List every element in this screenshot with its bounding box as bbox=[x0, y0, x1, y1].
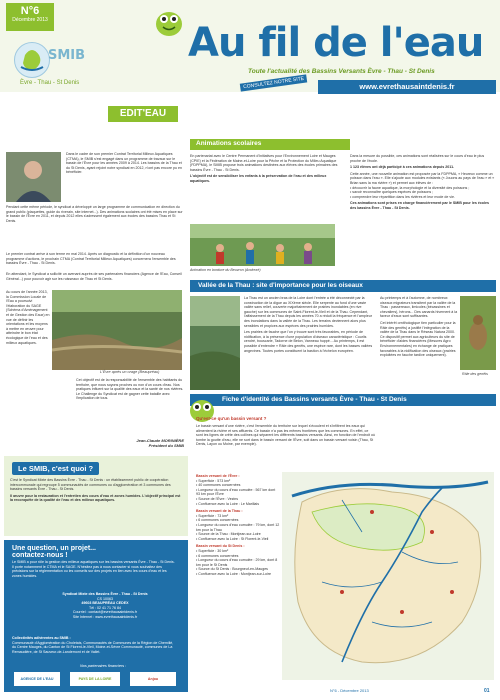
evre-fact-5: Confluence avec la Loire : Le Marillais bbox=[198, 501, 259, 506]
animations-bullet-2-text: savoir reconnaître quelques espèces de poissons ; bbox=[352, 190, 434, 195]
animations-text bbox=[190, 154, 342, 184]
partners-label: Nos partenaires financiers : bbox=[80, 664, 127, 668]
edito-title: EDIT'EAU bbox=[108, 106, 178, 122]
denis-fact: • 6 communes concernées bbox=[196, 553, 239, 558]
thau-fact-2: 6 communes concernées bbox=[198, 518, 239, 523]
consult-site-label: CONSULTEZ NOTRE SITE bbox=[240, 74, 308, 91]
evre-fact-3: Longueur du cours d'eau cumulée : 567 km dont 93 km pour l'Èvre bbox=[196, 487, 276, 497]
vallee-text-right bbox=[380, 296, 458, 358]
rale-des-genets-photo bbox=[460, 296, 496, 370]
issue-badge bbox=[6, 3, 54, 31]
vallee-text-2: Les prairies de fauche que l'on y trouve sont très favorables, en période de nidification, à la présence d'une population d'oiseaux caractéristique : Courlis cendré, bouscarle, Tadorne de Belon, Vanneau huppé... Au printemps, il est possible d'entendre « Râle des genêts, une espèce rare, dont les basses vallées angevines. Toutes portes constituent la bastion à l'échelon européen. bbox=[244, 330, 373, 353]
logo-name: SMIB bbox=[48, 48, 86, 63]
logo-subtitle: Èvre - Thau - St Denis bbox=[20, 80, 80, 86]
vallee-title: Vallée de la Thau : site d'importance pour les oiseaux bbox=[198, 282, 363, 289]
logo-drop-icon bbox=[14, 42, 50, 78]
website-link[interactable]: www.evrethausaintdenis.fr bbox=[318, 80, 496, 94]
edito-paragraph-1: Dans le cadre de son premier Contrat Territorial Milieux Aquatiques (CTMA), le SMIB s'est engagé dans un programme de travaux sur le bassin de l'Èvre pour les années 2009 à 2014. Les bassins de la Thau et du St Denis, ayant rejoint notre syndicat en 2012, n'ont pas encore pu en bénéficier. bbox=[66, 152, 182, 175]
animations-bullet-1-text: découvrir la faune aquatique, la morphologie et la diversité des poissons ; bbox=[352, 185, 470, 190]
denis-fact: • Longueur du cours d'eau cumulée : 29 km, dont 8 km pour le St Denis bbox=[196, 558, 278, 567]
issue-number: N°6 bbox=[20, 5, 40, 17]
edito-paragraph-5: Au cours de l'année 2013, la Commission Locale de l'Eau a poursuivi l'élaboration du SAGE (Schéma d'Aménagement et de Gestion des Eaux) en vue de définir les orientations et les moyens à mettre en œuvre pour atteindre le bon état écologique de l'eau et des milieux aquatiques. bbox=[6, 290, 50, 345]
vallee-text-4: Cet intérêt ornithologique tien particulier pour la Râle des genêts) a justifié l'intégration de la vallée de la Thau dans le Réseau Natura 2000. Ce dispositif permet aux agriculteurs du site de bénéficier d'aides financières (Mesures Agro Environnementales) en échange de pratiques favorables à la nidification des oiseaux (prairies exploitées en fauche tardive uniquement). bbox=[380, 320, 456, 358]
animations-photo-caption: Animation en bordure du Beuvron (Andrezé) bbox=[190, 268, 261, 272]
signature-name: Jean-Claude MORINIÈRE bbox=[136, 438, 184, 443]
fiche-title: Fiche d'identité des Bassins versants Èvre - Thau - St Denis bbox=[222, 396, 407, 403]
contact-tel: Tél : 02 41 71 76 84 bbox=[89, 605, 121, 610]
vallee-text-left bbox=[244, 296, 374, 353]
denis-fact: • Confluence avec la Loire : Montjean-sur-Loire bbox=[196, 571, 271, 576]
partner-logo-region: PAYS DE LA LOIRE bbox=[70, 672, 120, 686]
smib-title: Le SMIB, c'est quoi ? bbox=[12, 462, 99, 475]
thau-fact: • 6 communes concernées bbox=[196, 518, 239, 523]
denis-fact: • Source du St Denis : Bourgneuf-en-Mauges bbox=[196, 567, 268, 572]
evre-fact: • Longueur du cours d'eau cumulée : 567 km dont 93 km pour l'Èvre bbox=[196, 487, 276, 497]
rale-photo-caption: Râle des genêts bbox=[462, 372, 488, 376]
denis-fact-3: Longueur du cours d'eau cumulée : 29 km, dont 8 km pour le St Denis bbox=[196, 558, 278, 567]
fiche-question: Qu'est-ce qu'un bassin versant ? bbox=[196, 416, 267, 421]
bassins-map bbox=[282, 472, 494, 680]
denis-fact-5: Confluence avec la Loire : Montjean-sur-Loire bbox=[198, 571, 271, 576]
river-photo-caption: L'Èvre après un orage (Beaupréau) bbox=[100, 370, 160, 374]
newsletter-title: Au fil de l'eau bbox=[188, 20, 484, 66]
contact-email[interactable]: Courriel : contact@evrethausaintdenis.fr bbox=[72, 610, 138, 615]
thau-fact-4: Source de la Thau : Montjean-sur-Loire bbox=[198, 532, 261, 537]
animations-text-1: En partenariat avec le Centre Permanent d'Initiatives pour l'Environnement Loire et Mauges (CPIE) et la Fédération de Maine-et-Loire pour la Pêche et la Protection du Milieu Aquatique (FDPPMA), le SMIB propose trois animations destinées aux élèves des écoles primaires des bassins Èvre - Thau - St Denis. bbox=[190, 154, 338, 172]
fiche-text: Le bassin versant d'une rivière, c'est l'ensemble du territoire sur lequel s'écoulent et s'infiltrent les eaux qui alimentent la rivière et ses affluents. Ce bassin n'a pas les mêmes frontières que les communes. En effet, ce sont les lignes de crête des collines qui séparent les différents bassins versants. Ainsi, en fonction de l'endroit où tombe la goutte d'eau, elle ne sort dans le bassin versant de l'Èvre, soit dans un bassin versant voisin (Thau, St Denis, Layon ou Moine, par exemple). bbox=[196, 424, 376, 447]
evre-fact: • 40 communes concernées bbox=[196, 483, 241, 488]
contact-title: Une question, un projet... contactez-nous ! bbox=[12, 545, 96, 559]
river-photo bbox=[52, 290, 182, 370]
signature-role: Président du SMIB bbox=[148, 443, 184, 448]
evre-title: Bassin versant de l'Èvre : bbox=[196, 474, 240, 478]
thau-fact: • Confluence avec la Loire : St Florent-le-Vieil bbox=[196, 536, 269, 541]
vallee-photo bbox=[190, 296, 240, 390]
contact-text: Le SMIB a pour rôle la gestion des milieux aquatiques sur les bassins versants Èvre - Thau - St Denis. Il porte notamment le CTMA et le SAGE. N'hésitez pas à nous contacter si vous souhaitez des précisions sur la réglementation ou les conseils sur des projets en lien avec les cours d'eau et les zones humides. bbox=[12, 560, 175, 578]
thau-fact-5: Confluence avec la Loire : St Florent-le-Vieil bbox=[198, 536, 269, 541]
members-text: Communauté d'Agglomération du Choletais, Communautés de Communes de la Région de Chemillé, du Centre Mauges, du Canton de St Florent-le-Vieil, Moine-et-Sèvre Communauté, communes de La Remaudière, de St Sauveur-de-Landemont et de Vallet. bbox=[12, 640, 174, 654]
contact-city: 49603 BEAUPRÉAU CEDEX bbox=[81, 601, 129, 606]
animations-bullet-1: • découvrir la faune aquatique, la morphologie et la diversité des poissons ; bbox=[350, 185, 470, 190]
evre-fact-4: Source de l'Èvre : Vezins bbox=[198, 496, 239, 501]
animations-bullet-3: • comprendre leur répartition dans les rivières et leur mode de vie. bbox=[350, 194, 455, 199]
denis-fact-4: Source du St Denis : Bourgneuf-en-Mauges bbox=[198, 567, 268, 572]
denis-fact-2: 6 communes concernées bbox=[198, 553, 239, 558]
school-animation-photo bbox=[190, 224, 335, 266]
evre-fact-1: Superficie : 573 km² bbox=[198, 478, 231, 483]
evre-fact: • Source de l'Èvre : Vezins bbox=[196, 496, 239, 501]
animations-text-5: Cette année, une nouvelle animation est proposée par la FDPPMA, « Heureux comme un poisson dans l'eau ». Elle s'ajoute aux modules existants (« Jouons au pays de l'eau » et « Brian sans la ma rivière ») et permet aux élèves de : bbox=[350, 171, 495, 185]
issue-date: Décembre 2013 bbox=[12, 17, 48, 23]
animations-bullet-3-text: comprendre leur répartition dans les rivières et leur mode de vie. bbox=[352, 194, 455, 199]
edito-paragraph-4: En attendant, le Syndicat a sollicité un avenant auprès de ses partenaires financiers (Agence de l'Eau, Conseil Général...) pour pouvoir agir sur les ruisseaux de Thau et St Denis. bbox=[6, 272, 182, 281]
evre-fact-2: 40 communes concernées bbox=[198, 483, 241, 488]
contact-site[interactable]: Site Internet : www.evrethausaintdenis.fr bbox=[72, 614, 138, 619]
thau-fact: • Source de la Thau : Montjean-sur-Loire bbox=[196, 532, 261, 537]
denis-fact: • Superficie : 30 km² bbox=[196, 548, 229, 553]
newsletter-subtitle: Toute l'actualité des Bassins Versants Èvre - Thau - St Denis bbox=[248, 68, 435, 75]
contact-org: Syndicat Mixte des Bassins Èvre - Thau - St Denis bbox=[62, 592, 148, 596]
edito-paragraph-6: Cet objectif est de la responsabilité de l'ensemble des habitants du territoire, que nous soyons proches ou non d'un cours d'eau. Nos pratiques influent sur la qualité des eaux et la santé de nos rivières. Le Challenge du Syndicat est de gagner cette bataille avec l'implication de tous. bbox=[76, 378, 184, 401]
partner-logo-anjou: Anjou bbox=[130, 672, 176, 686]
denis-fact-1: Superficie : 30 km² bbox=[198, 548, 229, 553]
president-photo bbox=[6, 152, 61, 202]
smib-text-2: Il œuvre pour la restauration et l'entretien des cours d'eau et zones humides. L'objectif principal est la reconquête de la qualité de l'eau et des milieux aquatiques. bbox=[10, 493, 181, 503]
animations-text-2: L'objectif est de sensibiliser les enfants à la préservation de l'eau et des milieux aquatiques. bbox=[190, 174, 327, 183]
thau-title: Bassin versant de la Thau : bbox=[196, 509, 243, 514]
evre-fact: • Confluence avec la Loire : Le Marillais bbox=[196, 501, 259, 506]
denis-title: Bassin versant du St Denis : bbox=[196, 544, 245, 549]
page-footer: N°6 - Décembre 2013 bbox=[330, 688, 369, 693]
vallee-text-3: Au printemps et à l'automne, de nombreux oiseaux migrateurs transitent par la vallée de la Thau : passereaux, limicoles (bécassines et chevaliers), hérons... Des canards hivernent à la faveur d'eaux sont suffisantes. bbox=[380, 296, 458, 319]
edito-paragraph-3: Le premier contrat arrive à son terme en mai 2014. Après un diagnostic et la définition d'un nouveau programme d'actions, le prochain CTMA (Contrat Territorial Milieux Aquatiques) concernera l'ensemble des bassins Èvre - Thau - St Denis. bbox=[6, 252, 176, 266]
members-title: Collectivités adhérentes au SMIB : bbox=[12, 636, 71, 640]
animations-text-3: Dans la mesure du possible, ces animations sont réalisées sur le cours d'eau le plus proche de l'école. bbox=[350, 154, 485, 163]
page-number: 01 bbox=[484, 688, 490, 694]
animations-title: Animations scolaires bbox=[196, 140, 262, 147]
edito-signature bbox=[116, 438, 184, 448]
edito-paragraph-2: Pendant cette même période, le syndicat a développé un large programme de communication en direction du grand public (plaquettes, guide du riverain, site internet...). Des animations scolaires ont été mises en place sur le bassin de l'Èvre en 2011, et depuis 2012 elles s'adressent également aux écoles des bassins Thau et St Denis. bbox=[6, 205, 183, 223]
contact-bp: CS 10063 bbox=[97, 596, 113, 601]
animations-text-right bbox=[350, 154, 496, 211]
animations-text-6: Ces animations sont prises en charge financièrement par le SMIB pour les écoles des bassins Èvre - Thau - St Denis. bbox=[350, 201, 490, 210]
smib-text bbox=[10, 478, 182, 503]
thau-fact: • Longueur du cours d'eau cumulée : 79 km, dont 12 km pour la Thau bbox=[196, 522, 280, 532]
frog-mascot-icon bbox=[156, 12, 182, 36]
smib-text-1: C'est le Syndicat Mixte des Bassins Èvre - Thau - St Denis : un établissement public de coopération intercommunale qui regroupe 5 communautés de communes ou d'agglomération et 3 communes des bassins versants Èvre - Thau - St Denis. bbox=[10, 478, 171, 492]
thau-fact: • Superficie : 73 km² bbox=[196, 513, 229, 518]
animations-text-4: 1 123 élèves ont déjà participé à ces animations depuis 2011. bbox=[350, 165, 455, 170]
contact-address bbox=[20, 592, 190, 620]
members bbox=[12, 636, 177, 654]
bassins-facts bbox=[196, 474, 280, 576]
partner-logo-agence: AGENCE DE L'EAU bbox=[14, 672, 60, 686]
vallee-text-1: La Thau est un ancien bras de la Loire dont l'entrée a été déconnecté par la construction de la digue au XIXème siècle. Elle serpente au fond d'une vaste vallée sans relief, couverte majoritairement de prairies inondables (en rive gauche) sur les communes de Saint-Florent-le-Vieil et de la Thau. Cependant, l'affaissement de la Thau depuis les années 70 a réduit la fréquence et l'ampleur des inondations dans la vallée de la Thau. Les terrains deviennent alors plus sensibles et propices aux espèces des prairies humides. bbox=[244, 296, 372, 328]
animations-bullet-2: • savoir reconnaître quelques espèces de poissons ; bbox=[350, 190, 434, 195]
thau-fact-1: Superficie : 73 km² bbox=[198, 513, 229, 518]
evre-fact: • Superficie : 573 km² bbox=[196, 478, 231, 483]
thau-fact-3: Longueur du cours d'eau cumulée : 79 km, dont 12 km pour la Thau bbox=[196, 522, 280, 532]
